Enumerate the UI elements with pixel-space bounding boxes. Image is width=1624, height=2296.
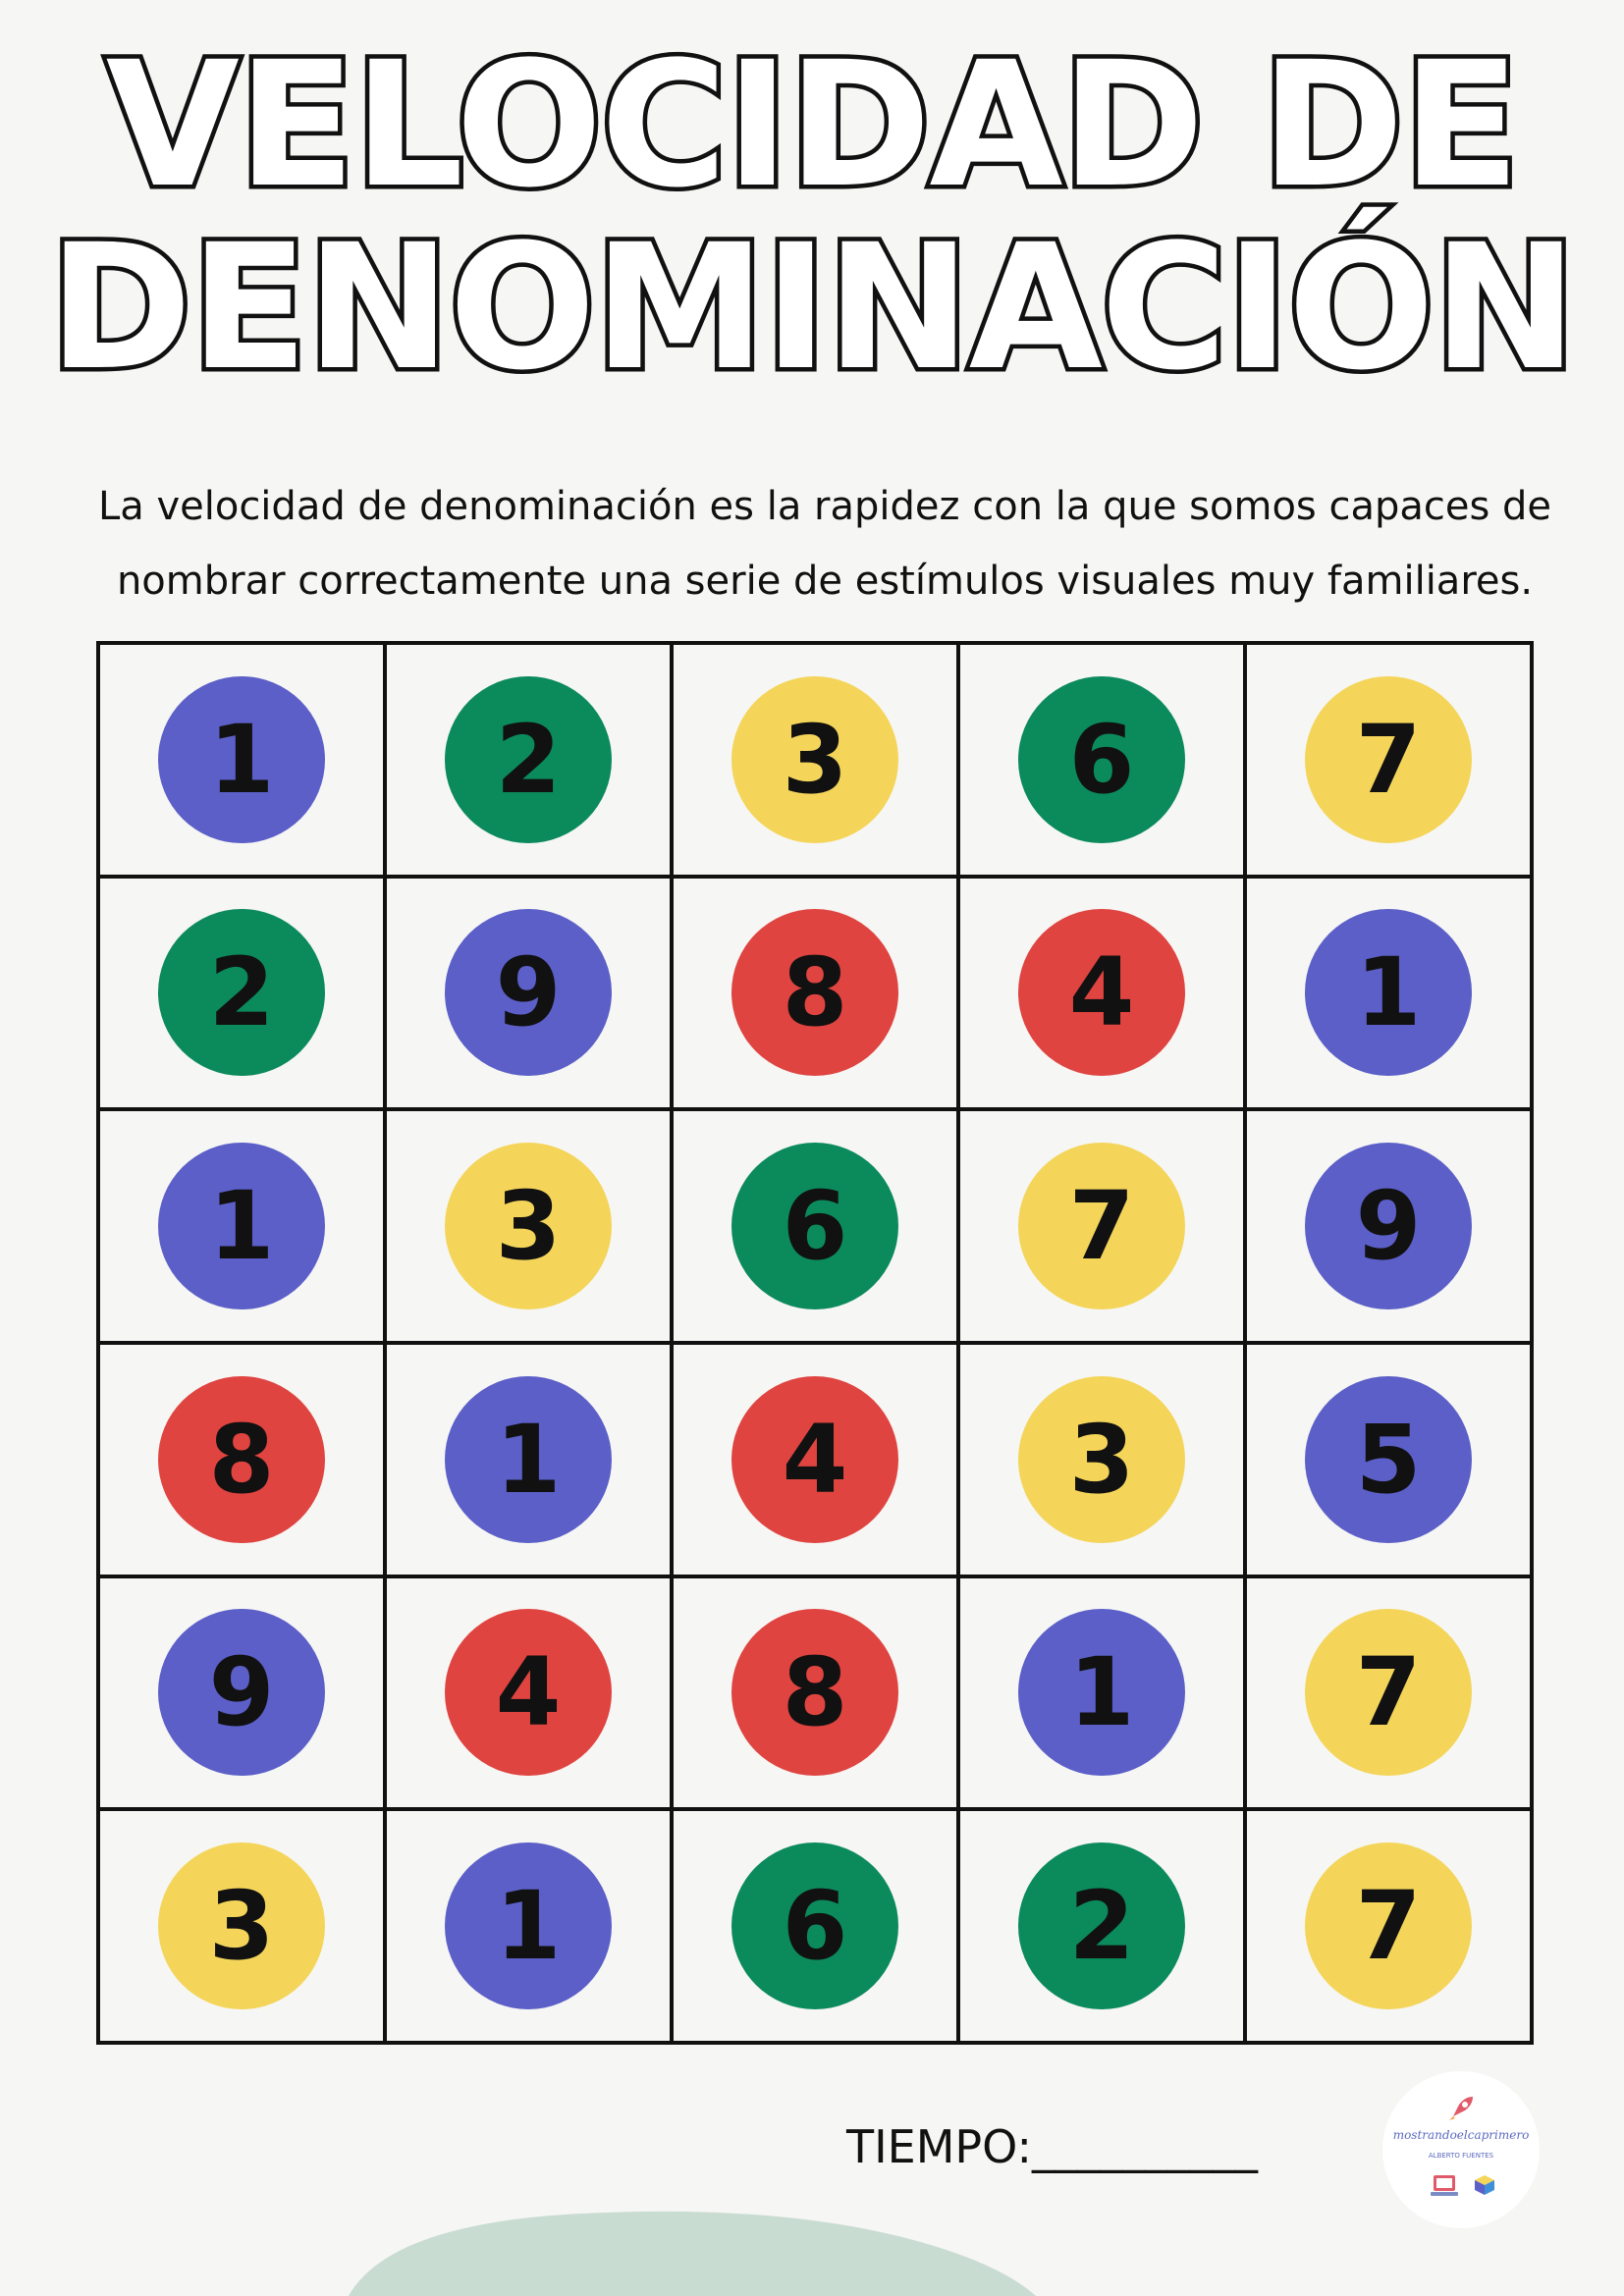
- grid-cell: [98, 1809, 385, 2043]
- grid-row: [98, 1109, 1532, 1343]
- decorative-blob: [349, 2197, 1036, 2296]
- number-circle: 1: [445, 1376, 612, 1543]
- grid-row: [98, 1809, 1532, 2043]
- number-circle: 9: [158, 1609, 325, 1776]
- grid-cell: [1245, 643, 1532, 877]
- grid-cell: [385, 1576, 672, 1810]
- grid-cell: [958, 877, 1245, 1110]
- number-circle: 8: [731, 909, 898, 1076]
- grid-cell: [98, 1109, 385, 1343]
- number-circle: 7: [1018, 1143, 1185, 1309]
- number-circle: 1: [445, 1842, 612, 2009]
- number-circle: 2: [445, 676, 612, 843]
- number-circle: 1: [1018, 1609, 1185, 1776]
- author-logo: [1382, 2071, 1540, 2228]
- number-circle: 4: [1018, 909, 1185, 1076]
- grid-cell: [672, 1809, 958, 2043]
- grid-cell: [1245, 1809, 1532, 2043]
- number-circle: 7: [1305, 676, 1472, 843]
- grid-cell: [98, 643, 385, 877]
- logo-text: mostrandoelcaprimero: [1392, 2128, 1530, 2142]
- title-block: [0, 25, 1624, 408]
- grid-cell: [672, 643, 958, 877]
- grid-cell: [98, 1576, 385, 1810]
- grid-cell: [672, 1109, 958, 1343]
- grid-cell: [958, 1576, 1245, 1810]
- number-circle: 3: [1018, 1376, 1185, 1543]
- grid-cell: [385, 1809, 672, 2043]
- number-circle: 9: [445, 909, 612, 1076]
- grid-cell: [958, 1109, 1245, 1343]
- number-circle: 6: [731, 1143, 898, 1309]
- number-circle: 2: [1018, 1842, 1185, 2009]
- grid-cell: [385, 643, 672, 877]
- grid-cell: [385, 1343, 672, 1576]
- grid-cell: [1245, 1109, 1532, 1343]
- grid-row: [98, 1343, 1532, 1576]
- title-line-1: VELOCIDAD DE: [105, 25, 1519, 226]
- description-text: La velocidad de denominación es la rapidez con la que somos capaces de nombrar correctamente una serie de estímulos visuales muy familiares.: [97, 484, 1552, 604]
- number-circle: 6: [731, 1842, 898, 2009]
- grid-cell: [1245, 1343, 1532, 1576]
- grid-cell: [385, 877, 672, 1110]
- grid-cell: [672, 1576, 958, 1810]
- number-circle: 3: [445, 1143, 612, 1309]
- grid-cell: [958, 1343, 1245, 1576]
- number-circle: 4: [445, 1609, 612, 1776]
- number-circle: 8: [731, 1609, 898, 1776]
- laptop-icon: [1430, 2173, 1459, 2199]
- number-circle: 7: [1305, 1842, 1472, 2009]
- grid-cell: [958, 643, 1245, 877]
- grid-row: [98, 1576, 1532, 1810]
- grid-row: [98, 643, 1532, 877]
- number-circle: 3: [158, 1842, 325, 2009]
- grid-row: [98, 877, 1532, 1110]
- time-field: TIEMPO:__________: [846, 2120, 1259, 2173]
- grid-cell: [1245, 877, 1532, 1110]
- grid-cell: [672, 1343, 958, 1576]
- number-circle: 3: [731, 676, 898, 843]
- number-circle: 9: [1305, 1143, 1472, 1309]
- grid-cell: [385, 1109, 672, 1343]
- rocket-icon: [1445, 2093, 1477, 2124]
- grid-cell: [98, 1343, 385, 1576]
- number-circle: 2: [158, 909, 325, 1076]
- title-line-2: DENOMINACIÓN: [48, 207, 1576, 408]
- grid-cell: [1245, 1576, 1532, 1810]
- number-grid: [96, 641, 1534, 2045]
- number-circle: 7: [1305, 1609, 1472, 1776]
- number-circle: 8: [158, 1376, 325, 1543]
- grid-cell: [98, 877, 385, 1110]
- logo-subtitle: ALBERTO FUENTES: [1428, 2152, 1494, 2160]
- number-circle: 1: [1305, 909, 1472, 1076]
- cube-icon: [1473, 2173, 1496, 2197]
- number-circle: 5: [1305, 1376, 1472, 1543]
- number-circle: 1: [158, 1143, 325, 1309]
- number-circle: 1: [158, 676, 325, 843]
- grid-cell: [672, 877, 958, 1110]
- number-circle: 6: [1018, 676, 1185, 843]
- number-circle: 4: [731, 1376, 898, 1543]
- grid-cell: [958, 1809, 1245, 2043]
